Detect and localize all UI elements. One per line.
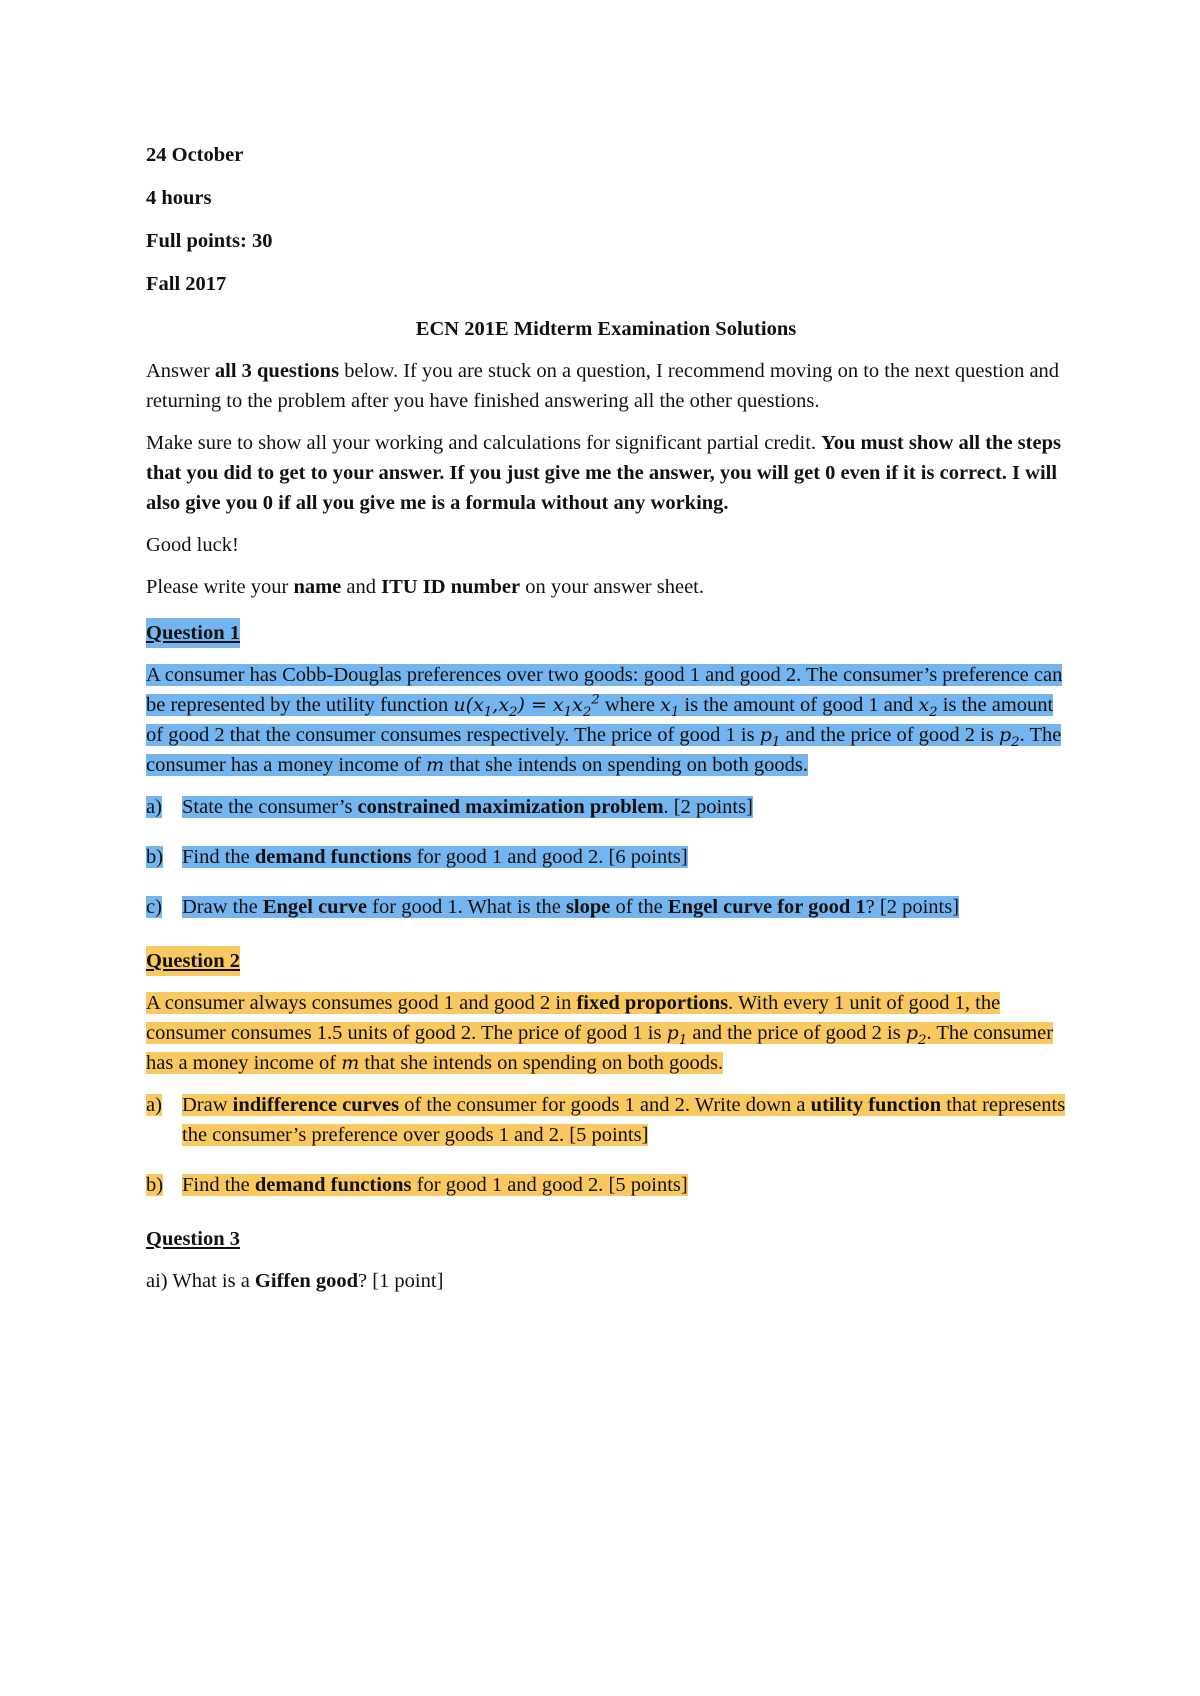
superscript: 2 <box>591 692 600 708</box>
text-run: ? [1 point] <box>358 1270 444 1292</box>
text-run: A consumer always consumes good 1 and good 2 in <box>146 992 577 1014</box>
subscript: 1 <box>563 704 573 720</box>
question-1-part-b <box>146 842 1066 872</box>
document-title: ECN 201E Midterm Examination Solutions <box>415 318 797 340</box>
text-run: for good 1 and good 2. [6 points] <box>411 846 688 868</box>
text-run: and <box>341 576 382 598</box>
highlighted-text <box>182 796 753 818</box>
text-run: Draw the <box>182 896 263 918</box>
question-2-heading: Question 2 <box>146 946 240 976</box>
question-2-body <box>146 988 1066 1078</box>
text-run: Make sure to show all your working and calculations for significant partial credit. <box>146 432 822 454</box>
highlighted-text <box>182 1174 688 1196</box>
math-run: x <box>660 694 671 716</box>
math-p1 <box>666 1022 688 1048</box>
highlighted-text <box>182 1094 1065 1146</box>
emphasis: Engel curve for good 1 <box>667 896 866 918</box>
subscript: 2 <box>509 704 518 720</box>
text-run: of the consumer for goods 1 and 2. Write down a <box>399 1094 811 1116</box>
subscript: 1 <box>678 1032 688 1048</box>
math-m: m <box>426 754 445 776</box>
math-run: x <box>572 694 583 716</box>
emphasis: utility function <box>810 1094 942 1116</box>
question-2-part-a <box>146 1090 1066 1150</box>
text-run: ? [2 points] <box>865 896 960 918</box>
emphasis: fixed proportions <box>576 992 729 1014</box>
text-run: that she intends on spending on both goods. <box>359 1052 724 1074</box>
math-run: x <box>918 694 930 716</box>
text-run: A consumer has Cobb-Douglas preferences over two goods: good 1 and good 2. The consumer’s preference can be represented by the utility function <box>146 664 1063 716</box>
math-p1 <box>759 724 781 750</box>
subscript: 2 <box>918 1032 927 1048</box>
math-x2 <box>918 694 938 720</box>
instructions-paragraph-1 <box>146 356 1066 416</box>
part-label: b) <box>146 1174 164 1196</box>
document-content <box>146 140 1066 1308</box>
emphasis: demand functions <box>254 1174 412 1196</box>
text-run: Find the <box>182 846 255 868</box>
text-run: on your answer sheet. <box>520 576 704 598</box>
text-run: . With every 1 unit of good 1, the consumer consumes 1.5 units of good 2. The price of good 1 is <box>146 992 1001 1044</box>
highlighted-text <box>146 664 1062 776</box>
question-1-part-a <box>146 792 1066 822</box>
emphasis: demand functions <box>254 846 412 868</box>
text-run: that represents the consumer’s preference over goods 1 and 2. [5 points] <box>182 1094 1066 1146</box>
subscript: 2 <box>929 704 938 720</box>
math-run: x <box>498 694 510 716</box>
math-x1 <box>660 694 680 720</box>
part-label: a) <box>146 1094 162 1116</box>
highlighted-text <box>146 992 1053 1074</box>
text-run: that she intends on spending on both goods. <box>444 754 808 776</box>
question-1-heading: Question 1 <box>146 618 240 648</box>
part-label: c) <box>146 896 162 918</box>
emphasis: indifference curves <box>232 1094 400 1116</box>
question-1-section <box>146 614 1066 922</box>
math-run: p <box>998 724 1012 746</box>
text-run: ai) What is a <box>146 1270 255 1292</box>
good-luck-text: Good luck! <box>146 534 239 556</box>
question-3-part-ai <box>146 1266 1066 1296</box>
question-3-heading: Question 3 <box>146 1228 240 1250</box>
exam-term: Fall 2017 <box>146 273 227 295</box>
highlighted-text <box>182 846 688 868</box>
text-run: for good 1. What is the <box>367 896 566 918</box>
highlighted-text <box>182 896 959 918</box>
instructions-paragraph-2 <box>146 428 1066 518</box>
part-label: a) <box>146 796 162 818</box>
emphasis: all 3 questions <box>214 360 340 382</box>
text-run: where <box>599 694 661 716</box>
emphasis: ITU ID number <box>381 576 521 598</box>
subscript: 2 <box>582 704 592 720</box>
question-1-body <box>146 660 1066 780</box>
emphasis: constrained maximization problem <box>357 796 664 818</box>
subscript: 2 <box>1011 734 1020 750</box>
exam-duration: 4 hours <box>146 187 212 209</box>
math-run: u(x <box>453 694 484 716</box>
emphasis: You must show all the steps that you did to get to your answer. If you just give me the answer, you will get 0 even if it is correct. I will also give you 0 if all you give me is a formula without any working. <box>146 432 1061 514</box>
text-run: State the consumer’s <box>182 796 358 818</box>
text-run: . [2 points] <box>663 796 753 818</box>
text-run: Find the <box>182 1174 255 1196</box>
text-run: and the price of good 2 is <box>780 724 999 746</box>
subscript: 1 <box>771 734 781 750</box>
math-run: p <box>759 724 772 746</box>
emphasis: slope <box>565 896 611 918</box>
question-2-part-b <box>146 1170 1066 1200</box>
math-run: , <box>492 694 499 716</box>
text-run: . The consumer has a money income of <box>146 724 1062 776</box>
text-run: Answer <box>146 360 215 382</box>
text-run: and the price of good 2 is <box>687 1022 906 1044</box>
subscript: 1 <box>483 704 493 720</box>
text-run: Please write your <box>146 576 294 598</box>
question-2-section <box>146 942 1066 1200</box>
math-run: p <box>666 1022 679 1044</box>
emphasis: Giffen good <box>254 1270 358 1292</box>
subscript: 1 <box>670 704 680 720</box>
text-run: . The consumer has a money income of <box>146 1022 1054 1074</box>
math-run: p <box>905 1022 919 1044</box>
math-p2 <box>905 1022 927 1048</box>
exam-points: Full points: 30 <box>146 230 273 252</box>
math-run: ) = <box>517 694 553 716</box>
math-p2 <box>998 724 1020 750</box>
text-run: of the <box>610 896 668 918</box>
math-m: m <box>341 1052 360 1074</box>
math-run: x <box>552 694 564 716</box>
text-run: Draw <box>182 1094 233 1116</box>
exam-date: 24 October <box>146 144 244 166</box>
emphasis: Engel curve <box>262 896 368 918</box>
question-1-part-c <box>146 892 1066 922</box>
utility-formula <box>453 692 600 720</box>
instructions-paragraph-3 <box>146 572 1066 602</box>
emphasis: name <box>293 576 342 598</box>
question-3-section <box>146 1220 1066 1296</box>
text-run: for good 1 and good 2. [5 points] <box>411 1174 688 1196</box>
text-run: is the amount of good 2 that the consumer consumes respectively. The price of good 1 is <box>146 694 1054 746</box>
text-run: below. If you are stuck on a question, I recommend moving on to the next question and returning to the problem after you have finished answering all the other questions. <box>146 360 1060 412</box>
text-run: is the amount of good 1 and <box>679 694 919 716</box>
part-label: b) <box>146 846 164 868</box>
